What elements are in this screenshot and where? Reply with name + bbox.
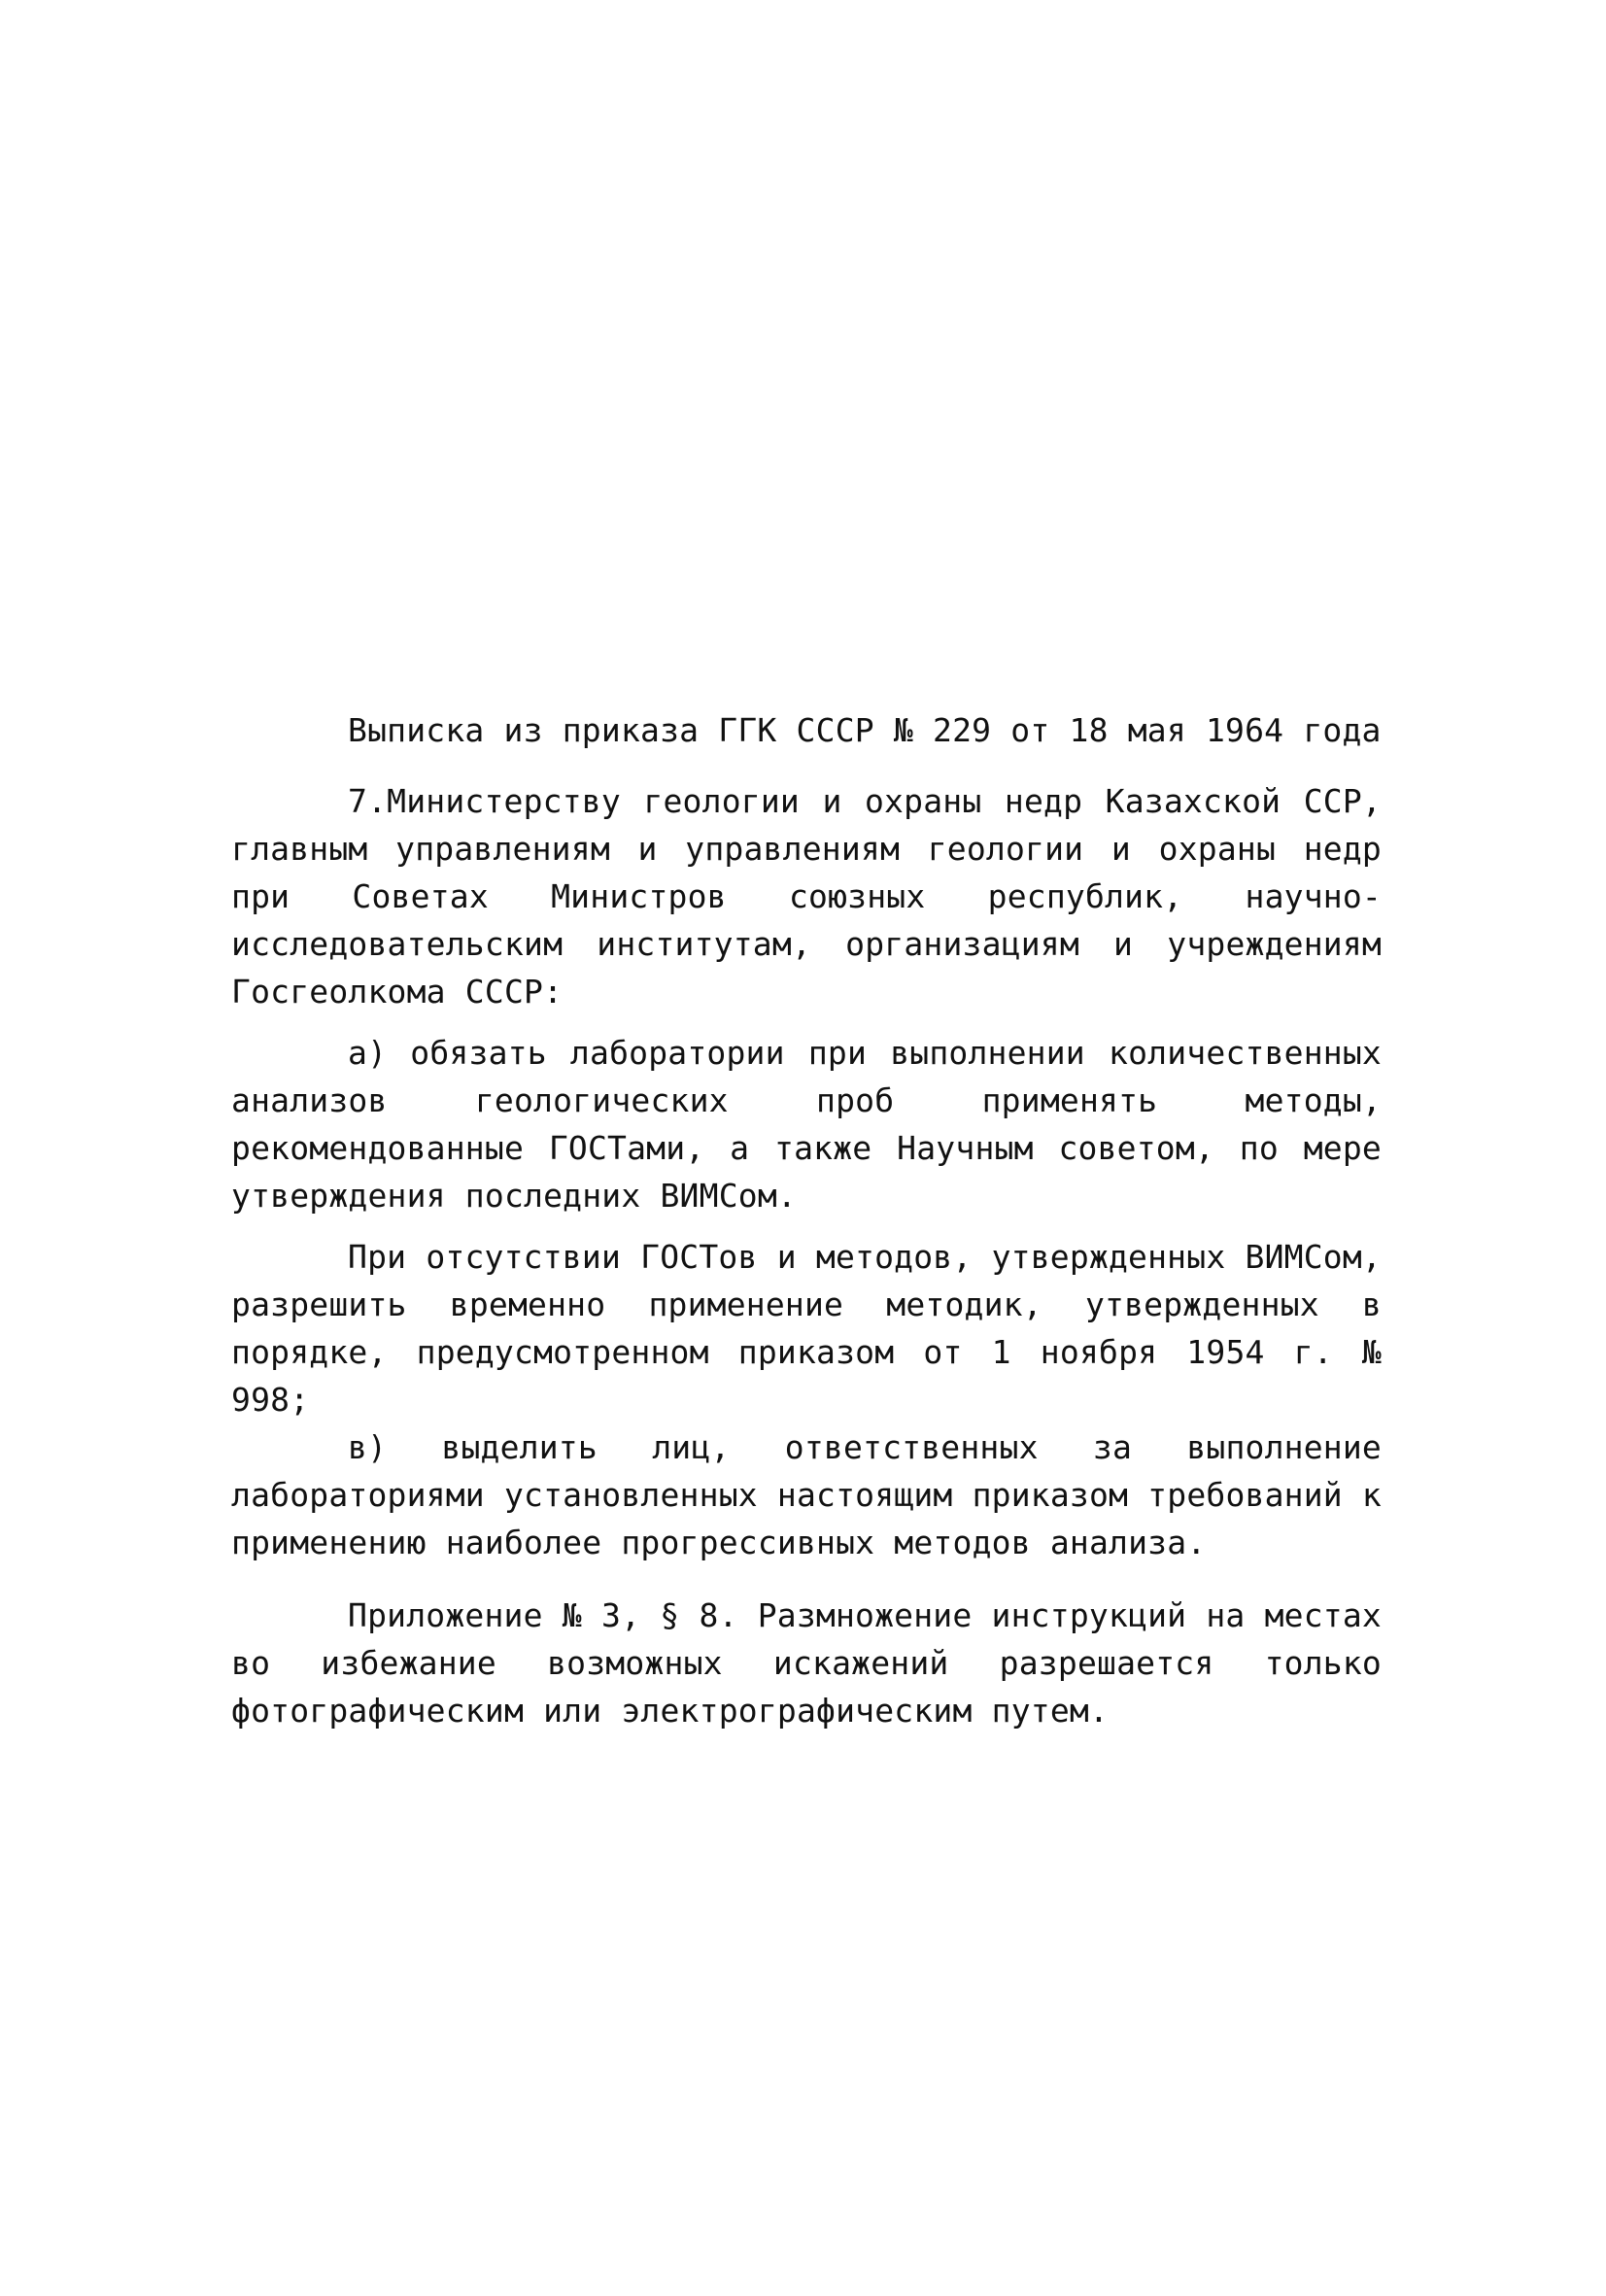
document-heading: Выписка из приказа ГГК СССР № 229 от 18 мая 1964 года [348, 711, 1382, 749]
paragraph-subitem-v: в) выделить лиц, ответственных за выполнение лабораториями установленных настоящим приказом требований к применению наиболее прогрессивных методов анализа. [231, 1428, 1382, 1561]
paragraph-subitem-a: а) обязать лаборатории при выполнении количественных анализов геологических проб применять методы, рекомендованные ГОСТами, а также Научным советом, по мере утверждения последних ВИМСом. [231, 1034, 1382, 1215]
paragraph-appendix-3: Приложение № 3, § 8. Размножение инструкций на местах во избежание возможных искажений разрешается только фотографическим или электрографическим путем. [231, 1596, 1382, 1730]
paragraph-item-7: 7.Министерству геологии и охраны недр Казахской ССР, главным управлениям и управлениям геологии и охраны недр при Советах Министров союзных республик, научно-исследовательским институтам, организациям и учреждениям Госгеолкома СССР: [231, 782, 1382, 1011]
document-body [231, 706, 1382, 1734]
paragraph-absence-of-gost: При отсутствии ГОСТов и методов, утвержденных ВИМСом, разрешить временно применение методик, утвержденных в порядке, предусмотренном приказом от 1 ноября 1954 г. № 998; [231, 1238, 1382, 1419]
